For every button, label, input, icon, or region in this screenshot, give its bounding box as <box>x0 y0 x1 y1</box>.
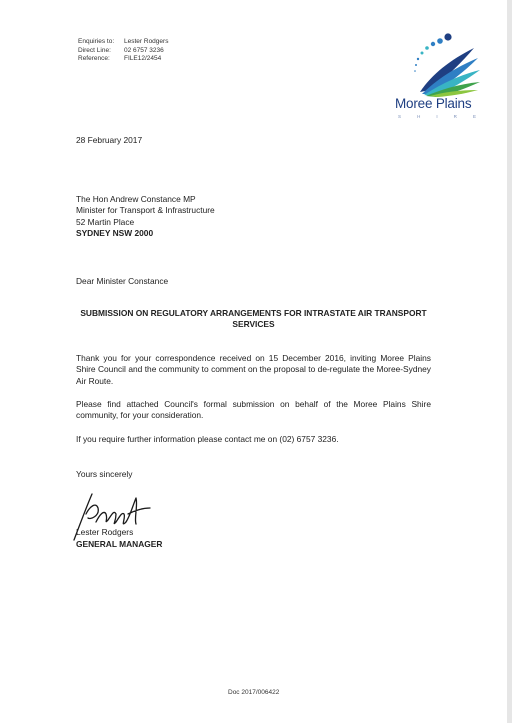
reference-value: FILE12/2454 <box>124 55 162 62</box>
closing: Yours sincerely <box>76 469 133 479</box>
logo-shire-text <box>398 114 476 119</box>
body-paragraph: Thank you for your correspondence received on 15 December 2016, inviting Moree Plains Shire Council and the community to comment on the proposal to de-regulate the Moree-Sydney Air Route. <box>76 353 431 386</box>
direct-line-value: 02 6757 3236 <box>124 46 164 54</box>
salutation: Dear Minister Constance <box>76 276 169 286</box>
body-paragraph: Please find attached Council's formal submission on behalf of the Moree Plains Shire community, for your consideration. <box>76 399 431 421</box>
logo-shire-letter: H <box>417 114 421 119</box>
logo-dot <box>437 38 443 44</box>
logo-shire-letter: R <box>453 114 457 119</box>
recipient-line: 52 Martin Place <box>76 216 135 227</box>
logo-dot <box>415 64 417 66</box>
recipient-line: The Hon Andrew Constance MP <box>76 194 196 204</box>
logo-shire-letter: I <box>436 114 438 119</box>
reference-label: Reference: <box>78 55 110 62</box>
page-edge <box>507 0 512 723</box>
body-paragraph: If you require further information please contact me on (02) 6757 3236. <box>76 434 339 444</box>
reference-block <box>78 38 168 64</box>
logo-shire-letter: E <box>472 114 476 119</box>
subject-heading: SUBMISSION ON REGULATORY ARRANGEMENTS FOR INTRASTATE AIR TRANSPORT SERVICES <box>80 308 427 330</box>
logo-dot <box>417 58 419 60</box>
enquiries-row <box>78 38 168 47</box>
document-number: Doc 2017/006422 <box>228 689 280 696</box>
recipient-address <box>76 194 215 240</box>
logo-dot <box>431 42 435 46</box>
signatory-name: Lester Rodgers <box>76 527 134 537</box>
logo-dot <box>425 46 429 50</box>
letter-date: 28 February 2017 <box>76 135 143 145</box>
direct-line-row <box>78 47 168 56</box>
logo-wordmark: Moree Plains <box>395 96 472 111</box>
direct-line-label: Direct Line: <box>78 46 111 54</box>
enquiries-value: Lester Rodgers <box>124 38 169 45</box>
enquiries-label: Enquiries to: <box>78 38 115 45</box>
recipient-line: Minister for Transport & Infrastructure <box>76 205 215 216</box>
logo-dot <box>444 33 451 40</box>
reference-row <box>78 55 168 64</box>
signatory-title: GENERAL MANAGER <box>76 539 163 549</box>
logo-shire-letter: S <box>398 114 402 119</box>
logo-dot <box>421 52 424 55</box>
logo-dot <box>414 70 416 72</box>
recipient-line: SYDNEY NSW 2000 <box>76 228 154 239</box>
